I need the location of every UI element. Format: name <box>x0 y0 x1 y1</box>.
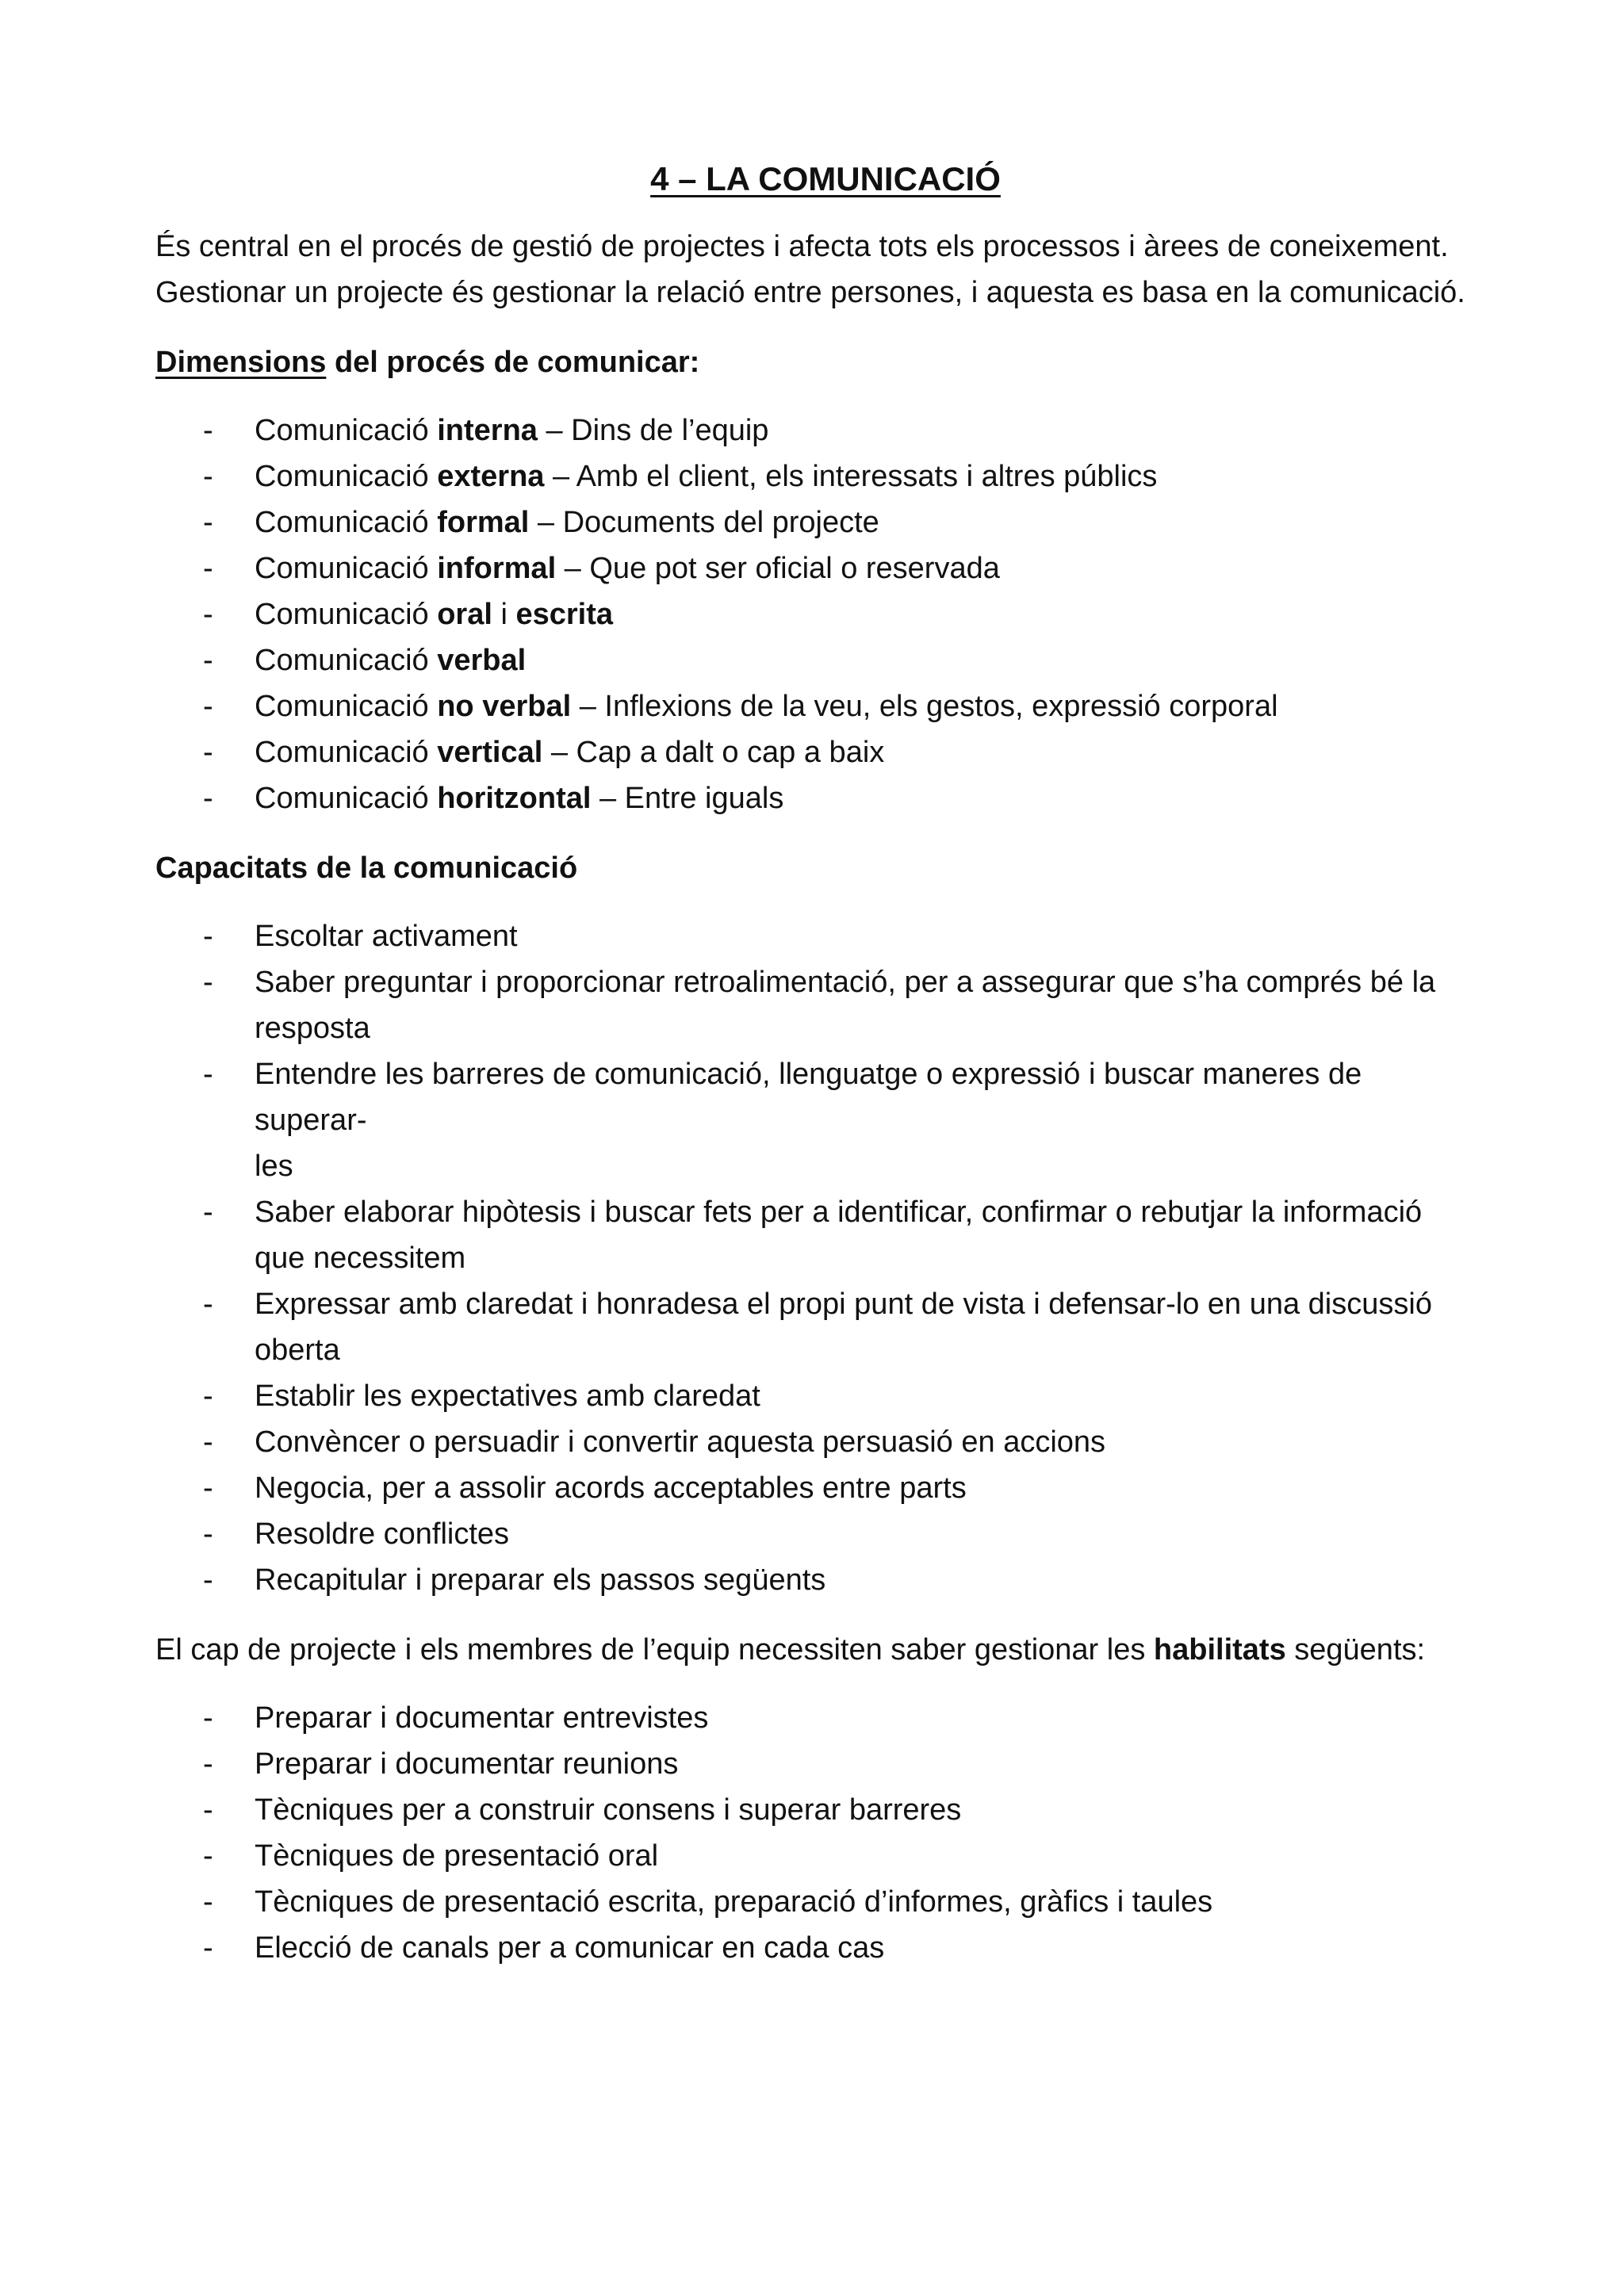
dash-bullet: - <box>203 1196 213 1229</box>
item-prefix: Comunicació <box>255 690 438 723</box>
page-title: 4 – LA COMUNICACIÓ <box>650 160 1001 197</box>
list-item <box>155 1925 1496 1971</box>
item-text: Resoldre conflictes <box>255 1517 510 1551</box>
list-item <box>155 913 1496 959</box>
list-item <box>155 1879 1496 1925</box>
item-bold: interna <box>437 414 538 447</box>
dash-bullet: - <box>203 1380 213 1413</box>
list-item <box>155 959 1496 1051</box>
list-item <box>155 545 1496 591</box>
item-prefix: Comunicació <box>255 644 438 677</box>
item-bold: oral <box>437 598 492 631</box>
list-item <box>155 1051 1496 1189</box>
item-prefix: Comunicació <box>255 598 438 631</box>
item-prefix: Comunicació <box>255 552 438 585</box>
item-text: Tècniques de presentació escrita, preparació d’informes, gràfics i taules <box>255 1885 1213 1919</box>
list-item <box>155 1741 1496 1787</box>
item-prefix: Comunicació <box>255 506 438 539</box>
item-text: Elecció de canals per a comunicar en cada cas <box>255 1931 885 1965</box>
item-text: Tècniques per a construir consens i superar barreres <box>255 1793 962 1827</box>
dash-bullet: - <box>203 1288 213 1321</box>
capacitats-heading: Capacitats de la comunicació <box>155 851 578 885</box>
dimensions-heading <box>155 339 1496 385</box>
dash-bullet: - <box>203 414 213 447</box>
item-prefix: Comunicació <box>255 460 438 493</box>
item-text: Recapitular i preparar els passos següents <box>255 1563 826 1597</box>
item-text: Negocia, per a assolir acords acceptables entre parts <box>255 1471 967 1505</box>
item-bold: no verbal <box>437 690 572 723</box>
list-item <box>155 408 1496 453</box>
list-item <box>155 1787 1496 1833</box>
item-text: Entendre les barreres de comunicació, llenguatge o expressió i buscar maneres de superar- <box>255 1058 1362 1137</box>
dash-bullet: - <box>203 1885 213 1919</box>
item-text-continued: oberta <box>255 1334 340 1367</box>
item-text: Convèncer o persuadir i convertir aquesta persuasió en accions <box>255 1425 1106 1459</box>
list-item <box>155 1281 1496 1373</box>
item-text-continued: que necessitem <box>255 1242 466 1275</box>
dimensions-heading-rest: del procés de comunicar: <box>326 346 700 379</box>
item-text: Saber elaborar hipòtesis i buscar fets per a identificar, confirmar o rebutjar la informació <box>255 1196 1423 1229</box>
dash-bullet: - <box>203 1563 213 1597</box>
item-bold: verbal <box>437 644 527 677</box>
list-item <box>155 1557 1496 1603</box>
item-prefix: Comunicació <box>255 782 438 815</box>
item-bold: informal <box>437 552 557 585</box>
item-mid: i <box>492 598 516 631</box>
list-item <box>155 1373 1496 1419</box>
habilitats-intro-prefix: El cap de projecte i els membres de l’equip necessiten saber gestionar les <box>155 1633 1154 1667</box>
dash-bullet: - <box>203 920 213 953</box>
list-item <box>155 499 1496 545</box>
intro-line: És central en el procés de gestió de projectes i afecta tots els processos i àrees de coneixement. <box>155 230 1449 263</box>
dash-bullet: - <box>203 644 213 677</box>
dash-bullet: - <box>203 1517 213 1551</box>
list-item <box>155 775 1496 821</box>
dash-bullet: - <box>203 1747 213 1781</box>
dash-bullet: - <box>203 1425 213 1459</box>
habilitats-intro-suffix: següents: <box>1285 1633 1426 1667</box>
list-item <box>155 637 1496 683</box>
dash-bullet: - <box>203 736 213 769</box>
item-bold: vertical <box>437 736 543 769</box>
item-rest: – Entre iguals <box>591 782 784 815</box>
dash-bullet: - <box>203 782 213 815</box>
list-item <box>155 453 1496 499</box>
list-item <box>155 1465 1496 1511</box>
list-item <box>155 1511 1496 1557</box>
dash-bullet: - <box>203 1701 213 1735</box>
list-item <box>155 1695 1496 1741</box>
intro-line: Gestionar un projecte és gestionar la relació entre persones, i aquesta es basa en la comunicació. <box>155 276 1465 309</box>
item-text: Saber preguntar i proporcionar retroalimentació, per a assegurar que s’ha comprés bé la <box>255 966 1436 999</box>
dash-bullet: - <box>203 690 213 723</box>
item-rest: – Documents del projecte <box>529 506 879 539</box>
habilitats-list <box>155 1695 1496 1971</box>
dash-bullet: - <box>203 506 213 539</box>
dash-bullet: - <box>203 1471 213 1505</box>
item-text: Preparar i documentar reunions <box>255 1747 679 1781</box>
item-text-continued: les <box>255 1150 293 1183</box>
list-item <box>155 1419 1496 1465</box>
item-text: Tècniques de presentació oral <box>255 1839 659 1873</box>
item-text: Expressar amb claredat i honradesa el propi punt de vista i defensar-lo en una discussió <box>255 1288 1432 1321</box>
list-item <box>155 1833 1496 1879</box>
item-prefix: Comunicació <box>255 414 438 447</box>
dash-bullet: - <box>203 1793 213 1827</box>
dash-bullet: - <box>203 598 213 631</box>
item-text: Establir les expectatives amb claredat <box>255 1380 760 1413</box>
document-page <box>155 155 1496 1971</box>
dimensions-list <box>155 408 1496 821</box>
item-rest: – Que pot ser oficial o reservada <box>556 552 1000 585</box>
list-item <box>155 1189 1496 1281</box>
item-rest: – Cap a dalt o cap a baix <box>542 736 885 769</box>
item-text: Preparar i documentar entrevistes <box>255 1701 709 1735</box>
habilitats-intro <box>155 1627 1496 1673</box>
dash-bullet: - <box>203 460 213 493</box>
dash-bullet: - <box>203 966 213 999</box>
item-bold: escrita <box>515 598 614 631</box>
item-bold: externa <box>437 460 545 493</box>
item-text: Escoltar activament <box>255 920 518 953</box>
intro-paragraph <box>155 224 1496 316</box>
habilitats-intro-bold: habilitats <box>1153 1633 1286 1667</box>
list-item <box>155 729 1496 775</box>
item-bold: formal <box>437 506 530 539</box>
dimensions-heading-underlined: Dimensions <box>155 346 327 379</box>
list-item <box>155 683 1496 729</box>
dash-bullet: - <box>203 552 213 585</box>
item-prefix: Comunicació <box>255 736 438 769</box>
item-bold: horitzontal <box>437 782 592 815</box>
list-item <box>155 591 1496 637</box>
dash-bullet: - <box>203 1931 213 1965</box>
capacitats-list <box>155 913 1496 1603</box>
dash-bullet: - <box>203 1839 213 1873</box>
item-rest: – Inflexions de la veu, els gestos, expressió corporal <box>571 690 1278 723</box>
item-rest: – Dins de l’equip <box>537 414 769 447</box>
item-text-continued: resposta <box>255 1012 370 1045</box>
dash-bullet: - <box>203 1058 213 1091</box>
item-rest: – Amb el client, els interessats i altres públics <box>544 460 1158 493</box>
